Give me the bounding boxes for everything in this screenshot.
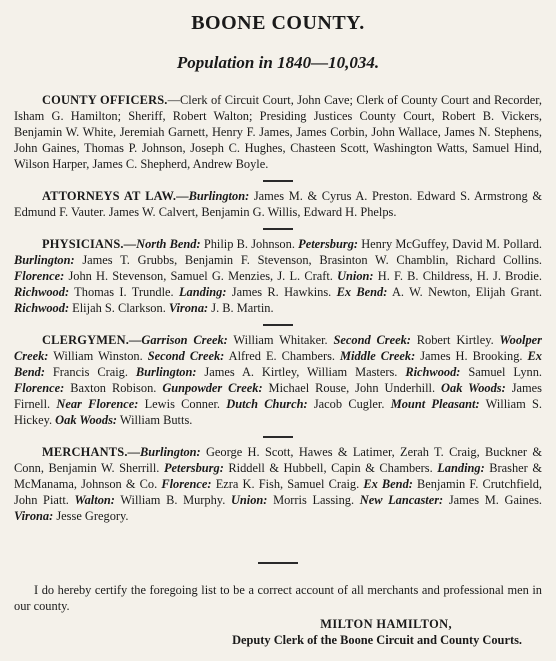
place-label: Dutch Church:	[226, 397, 308, 411]
person-names: James M. & Cyrus A. Preston. Edward S. Armstrong & Edmund F. Vauter. James W. Calvert, Benjamin G. Willis, Edward H. Phelps.	[14, 189, 542, 219]
county-officers-text: —Clerk of Circuit Court, John Cave; Clerk of County Court and Recorder, Isham G. Hamilton; Sheriff, Robert Walton; Presiding Justices County Court, Robert B. Vickers, Benjamin W. White, Jeremiah Garnett, Henry F. James, James Corbin, John Wallace, James N. Stephens, John Gaines, Thomas P. Johnson, Joseph C. Hughes, Chasteen Scott, Washington Watts, Samuel Hind, Wilson Harper, James C. Shepherd, Andrew Boyle.	[14, 93, 542, 171]
person-names: James M. Gaines.	[443, 493, 542, 507]
person-names: Elijah S. Clarkson.	[69, 301, 169, 315]
clergymen-section	[14, 332, 542, 428]
place-label: Gunpowder Creek:	[162, 381, 263, 395]
place-label: Richwood:	[405, 365, 461, 379]
place-label: Petersburg:	[298, 237, 359, 251]
place-label: Landing:	[178, 285, 227, 299]
place-label: Second Creek:	[333, 333, 411, 347]
place-label: Ex Bend:	[14, 349, 542, 379]
physicians-paragraph	[14, 236, 542, 316]
section-divider	[263, 180, 293, 182]
place-label: Oak Woods:	[55, 413, 118, 427]
place-label: New Lancaster:	[359, 493, 444, 507]
population-subtitle: Population in 1840—10,034.	[176, 53, 380, 72]
merchants-section	[14, 444, 542, 524]
certification-text: I do hereby certify the foregoing list to be a correct account of all merchants and professional men in our county.	[14, 583, 542, 613]
signer-name: MILTON HAMILTON,	[320, 617, 452, 631]
person-names: John H. Stevenson, Samuel G. Menzies, J. L. Craft.	[64, 269, 338, 283]
person-names: Morris Lassing.	[267, 493, 360, 507]
person-names: James H. Brooking.	[415, 349, 528, 363]
place-label: Virona:	[14, 509, 54, 523]
place-label: Ex Bend:	[363, 477, 413, 491]
person-names: H. F. B. Childress, H. J. Brodie.	[373, 269, 542, 283]
clergymen-heading: CLERGYMEN.	[42, 333, 130, 347]
clergymen-paragraph	[14, 332, 542, 428]
county-officers-heading: COUNTY OFFICERS.	[42, 93, 168, 107]
person-names: William Whitaker.	[227, 333, 334, 347]
place-label: Middle Creek:	[340, 349, 416, 363]
person-names: Henry McGuffey, David M. Pollard.	[358, 237, 542, 251]
place-label: Second Creek:	[147, 349, 225, 363]
person-names: James R. Hawkins.	[226, 285, 337, 299]
place-label: Florence:	[14, 269, 65, 283]
attorneys-section	[14, 188, 542, 220]
section-divider	[263, 228, 293, 230]
person-names: James A. Kirtley, William Masters.	[196, 365, 406, 379]
place-label: Mount Pleasant:	[390, 397, 480, 411]
merchants-paragraph	[14, 444, 542, 524]
signer-title: Deputy Clerk of the Boone Circuit and County Courts.	[232, 633, 522, 647]
person-names: Samuel Lynn.	[460, 365, 543, 379]
county-officers-section	[14, 92, 542, 172]
place-label: Virona:	[168, 301, 209, 315]
person-names: William Butts.	[117, 413, 193, 427]
person-names: Philip B. Johnson.	[200, 237, 299, 251]
person-names: Alfred E. Chambers.	[224, 349, 340, 363]
place-label: Burlington:	[14, 253, 75, 267]
county-officers-paragraph	[14, 92, 542, 172]
person-names: William S. Hickey.	[14, 397, 542, 427]
place-label: Richwood:	[14, 301, 70, 315]
place-label: —Garrison Creek:	[129, 333, 228, 347]
person-names: George H. Scott, Hawes & Latimer, Zerah T. Craig, Buckner & Conn, Benjamin W. Sherrill.	[14, 445, 542, 475]
person-names: Ezra K. Fish, Samuel Craig.	[211, 477, 364, 491]
section-divider	[263, 436, 293, 438]
place-label: Florence:	[161, 477, 212, 491]
signature-block	[14, 616, 542, 648]
place-label: Florence:	[14, 381, 65, 395]
place-label: Ex Bend:	[336, 285, 388, 299]
place-label: —Burlington:	[127, 445, 201, 459]
person-names: James Firnell.	[14, 381, 542, 411]
place-label: Walton:	[74, 493, 115, 507]
page-title: BOONE COUNTY.	[191, 12, 365, 34]
person-names: Riddell & Hubbell, Capin & Chambers.	[223, 461, 438, 475]
physicians-heading: PHYSICIANS.	[42, 237, 124, 251]
place-label: Burlington:	[135, 365, 197, 379]
person-names: Francis Craig.	[44, 365, 136, 379]
person-names: Benjamin F. Crutchfield, John Piatt.	[14, 477, 542, 507]
section-divider	[263, 324, 293, 326]
person-names: Jesse Gregory.	[53, 509, 129, 523]
person-names: Michael Rouse, John Underhill.	[262, 381, 442, 395]
person-names: Robert Kirtley.	[410, 333, 500, 347]
attorneys-paragraph	[14, 188, 542, 220]
place-label: Near Florence:	[56, 397, 139, 411]
person-names: Baxton Robison.	[64, 381, 163, 395]
place-label: Union:	[230, 493, 268, 507]
merchants-heading: MERCHANTS.	[42, 445, 128, 459]
attorneys-heading: ATTORNEYS AT LAW.	[42, 189, 177, 203]
person-names: Brasher & McManama, Johnson & Co.	[14, 461, 542, 491]
place-label: Oak Woods:	[441, 381, 506, 395]
person-names: Jacob Cugler.	[307, 397, 391, 411]
person-names: Thomas I. Trundle.	[69, 285, 179, 299]
certification-block	[14, 582, 542, 614]
person-names: William Winston.	[48, 349, 148, 363]
place-label: Union:	[337, 269, 374, 283]
place-label: Richwood:	[14, 285, 70, 299]
physicians-section	[14, 236, 542, 316]
closing-divider	[258, 562, 298, 564]
place-label: Woolper Creek:	[14, 333, 542, 363]
person-names: Lewis Conner.	[138, 397, 227, 411]
place-label: Petersburg:	[163, 461, 224, 475]
person-names: A. W. Newton, Elijah Grant.	[387, 285, 542, 299]
person-names: James T. Grubbs, Benjamin F. Stevenson, Brasinton W. Chamblin, Richard Collins.	[74, 253, 542, 267]
place-label: —North Bend:	[123, 237, 201, 251]
place-label: Landing:	[437, 461, 485, 475]
person-names: J. B. Martin.	[208, 301, 274, 315]
place-label: —Burlington:	[176, 189, 250, 203]
person-names: William B. Murphy.	[114, 493, 231, 507]
